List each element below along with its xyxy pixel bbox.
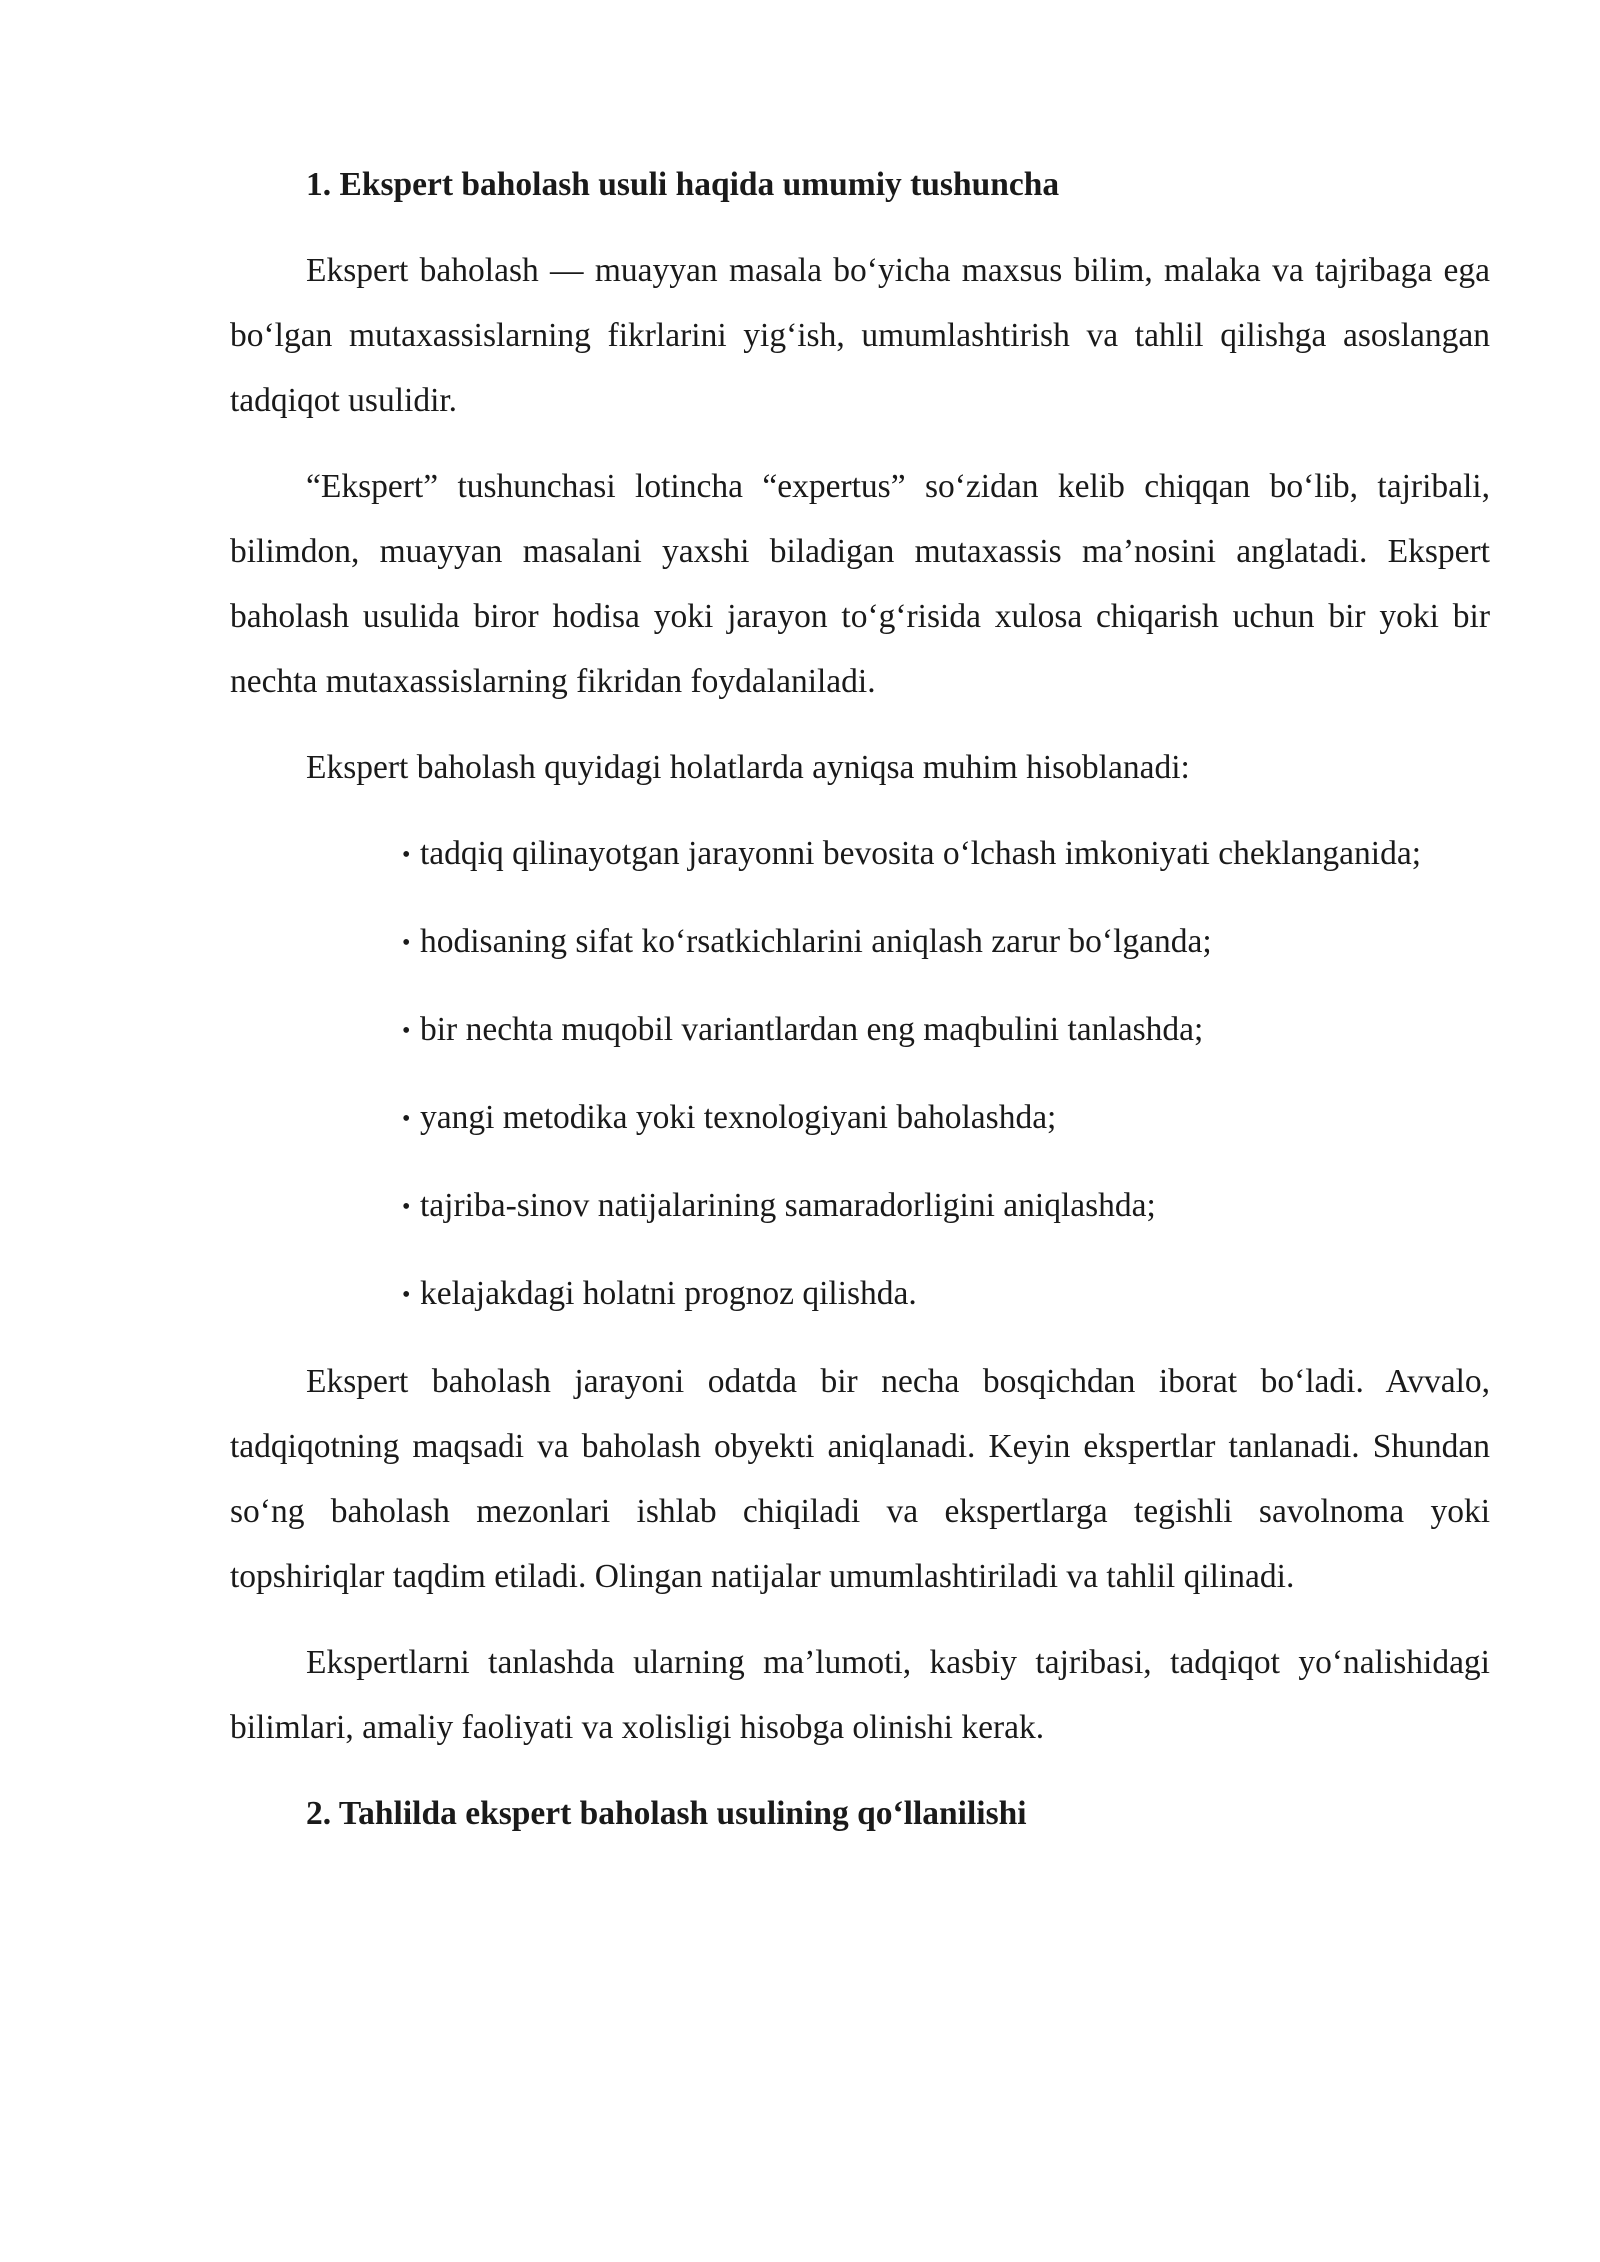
list-item-text: bir nechta muqobil variantlardan eng maqbulini tanlashda;: [420, 1011, 1204, 1048]
paragraph-definition: Ekspert baholash — muayyan masala bo‘yicha maxsus bilim, malaka va tajribaga ega bo‘lgan mutaxassislarning fikrlarini yig‘ish, umumlashtirish va tahlil qilishga asoslangan tadqiqot usulidir.: [230, 252, 1490, 419]
section-heading-2: 2. Tahlilda ekspert baholash usulining qo‘llanilishi: [306, 1795, 1027, 1832]
list-item: [327, 997, 1490, 1064]
bullet-list: [327, 821, 1490, 1328]
paragraph-process-stages: Ekspert baholash jarayoni odatda bir necha bosqichdan iborat bo‘ladi. Avvalo, tadqiqotning maqsadi va baholash obyekti aniqlanadi. Keyin ekspertlar tanlanadi. Shundan so‘ng baholash mezonlari ishlab chiqiladi va ekspertlarga tegishli savolnoma yoki topshiriqlar taqdim etiladi. Olingan natijalar umumlashtiriladi va tahlil qilinadi.: [230, 1363, 1490, 1595]
list-item: [327, 1085, 1490, 1152]
list-item-text: hodisaning sifat ko‘rsatkichlarini aniqlash zarur bo‘lganda;: [420, 923, 1212, 960]
bullet-icon: •: [402, 842, 411, 868]
list-item-text: kelajakdagi holatni prognoz qilishda.: [420, 1275, 917, 1312]
bullet-icon: •: [402, 1106, 411, 1132]
document-page: [230, 152, 1490, 1867]
paragraph-list-intro: Ekspert baholash quyidagi holatlarda ayniqsa muhim hisoblanadi:: [306, 749, 1190, 786]
bullet-icon: •: [402, 930, 411, 956]
section-heading-1: 1. Ekspert baholash usuli haqida umumiy tushuncha: [306, 166, 1060, 203]
list-item-text: yangi metodika yoki texnologiyani baholashda;: [420, 1099, 1057, 1136]
paragraph-etymology: “Ekspert” tushunchasi lotincha “expertus” so‘zidan kelib chiqqan bo‘lib, tajribali, bilimdon, muayyan masalani yaxshi biladigan mutaxassis ma’nosini anglatadi. Ekspert baholash usulida biror hodisa yoki jarayon to‘g‘risida xulosa chiqarish uchun bir yoki bir nechta mutaxassislarning fikridan foydalaniladi.: [230, 468, 1490, 700]
bullet-icon: •: [402, 1282, 411, 1308]
bullet-icon: •: [402, 1018, 411, 1044]
list-item-text: tajriba-sinov natijalarining samaradorligini aniqlashda;: [420, 1187, 1156, 1224]
list-item: [327, 909, 1490, 976]
list-item: [327, 821, 1490, 888]
list-item-text: tadqiq qilinayotgan jarayonni bevosita o‘lchash imkoniyati cheklanganida;: [420, 835, 1422, 872]
paragraph-expert-selection: Ekspertlarni tanlashda ularning ma’lumoti, kasbiy tajribasi, tadqiqot yo‘nalishidagi bilimlari, amaliy faoliyati va xolisligi hisobga olinishi kerak.: [230, 1644, 1490, 1746]
bullet-icon: •: [402, 1194, 411, 1220]
list-item: [327, 1173, 1490, 1240]
list-item: [327, 1261, 1490, 1328]
